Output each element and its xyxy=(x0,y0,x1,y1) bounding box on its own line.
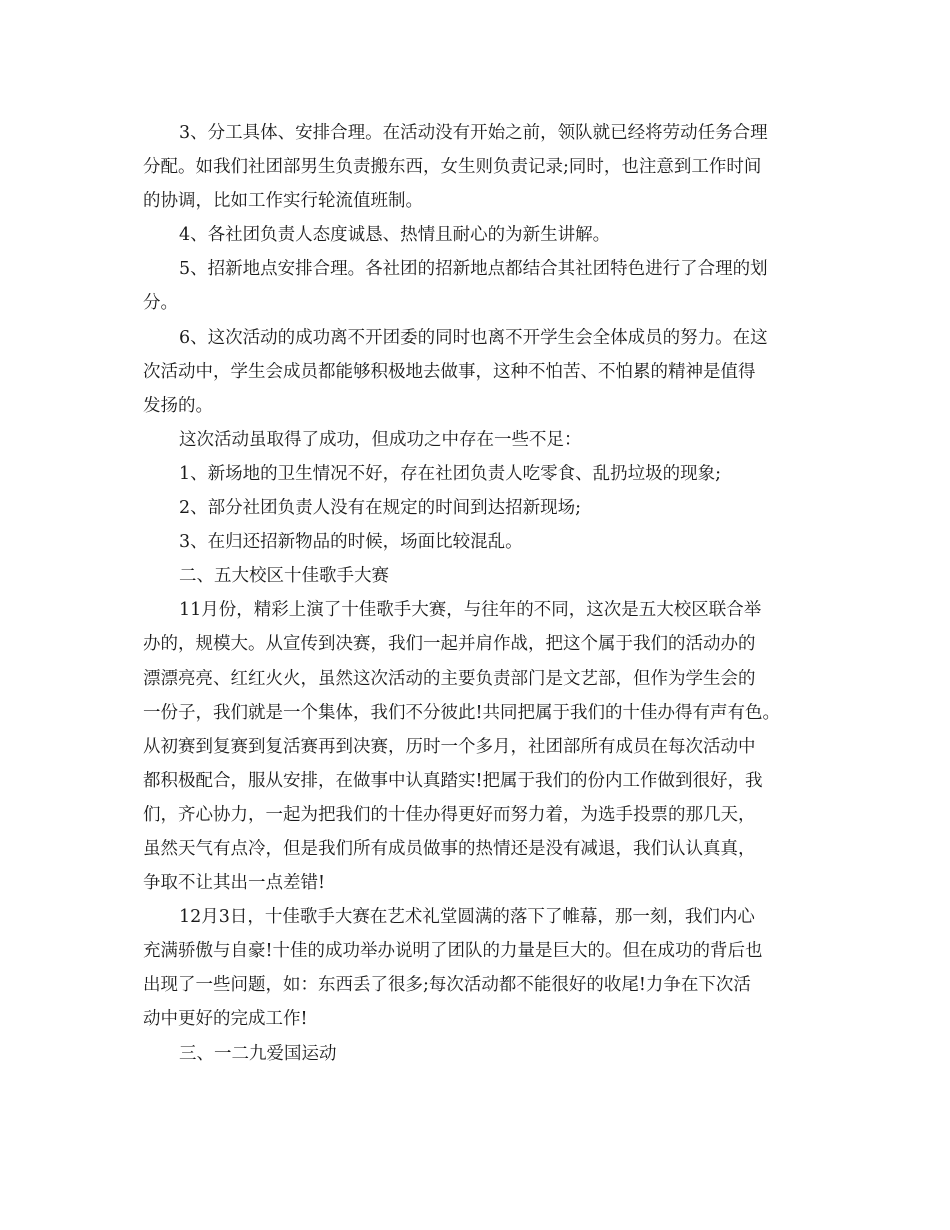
text-line: 6、这次活动的成功离不开团委的同时也离不开学生会全体成员的努力。在这 xyxy=(179,327,768,348)
text-line: 12月3日，十佳歌手大赛在艺术礼堂圆满的落下了帷幕，那一刻，我们内心 xyxy=(179,907,755,928)
text-line: 分配。如我们社团部男生负责搬东西，女生则负责记录;同时，也注意到工作时间 xyxy=(143,157,762,178)
text-line: 分。 xyxy=(143,293,178,314)
text-line: 动中更好的完成工作! xyxy=(143,1009,308,1030)
text-line: 从初赛到复赛到复活赛再到决赛，历时一个多月，社团部所有成员在每次活动中 xyxy=(143,736,756,757)
text-line: 2、部分社团负责人没有在规定的时间到达招新现场; xyxy=(179,498,582,519)
text-line: 这次活动虽取得了成功，但成功之中存在一些不足： xyxy=(179,429,582,450)
text-line: 的协调，比如工作实行轮流值班制。 xyxy=(143,191,423,212)
text-line: 们，齐心协力，一起为把我们的十佳办得更好而努力着，为选手投票的那几天， xyxy=(143,804,756,825)
text-line: 3、分工具体、安排合理。在活动没有开始之前，领队就已经将劳动任务合理 xyxy=(179,123,768,143)
text-line: 3、在归还招新物品的时候，场面比较混乱。 xyxy=(179,532,523,553)
text-line: 4、各社团负责人态度诚恳、热情且耐心的为新生讲解。 xyxy=(179,225,611,246)
text-line: 漂漂亮亮、红红火火，虽然这次活动的主要负责部门是文艺部，但作为学生会的 xyxy=(143,668,756,689)
text-line: 次活动中，学生会成员都能够积极地去做事，这种不怕苦、不怕累的精神是值得 xyxy=(143,361,756,382)
text-line: 争取不让其出一点差错! xyxy=(143,873,326,894)
text-line: 一份子，我们就是一个集体，我们不分彼此!共同把属于我们的十佳办得有声有色。 xyxy=(143,702,781,723)
text-line: 二、五大校区十佳歌手大赛 xyxy=(179,566,389,587)
text-line: 三、一二九爱国运动 xyxy=(179,1043,337,1064)
text-line: 充满骄傲与自豪!十佳的成功举办说明了团队的力量是巨大的。但在成功的背后也 xyxy=(143,941,763,962)
text-line: 出现了一些问题，如：东西丢了很多;每次活动都不能很好的收尾!力争在下次活 xyxy=(143,975,751,996)
text-line: 1、新场地的卫生情况不好，存在社团负责人吃零食、乱扔垃圾的现象; xyxy=(179,463,722,484)
text-line: 发扬的。 xyxy=(143,395,213,416)
text-line: 都积极配合，服从安排，在做事中认真踏实!把属于我们的份内工作做到很好，我 xyxy=(143,770,763,791)
text-line: 虽然天气有点冷，但是我们所有成员做事的热情还是没有减退，我们认认真真， xyxy=(143,838,756,859)
text-line: 11月份，精彩上演了十佳歌手大赛，与往年的不同，这次是五大校区联合举 xyxy=(179,600,762,621)
document-body xyxy=(143,116,815,1071)
text-line: 5、招新地点安排合理。各社团的招新地点都结合其社团特色进行了合理的划 xyxy=(179,259,768,280)
text-line: 办的，规模大。从宣传到决赛，我们一起并肩作战，把这个属于我们的活动办的 xyxy=(143,634,756,655)
